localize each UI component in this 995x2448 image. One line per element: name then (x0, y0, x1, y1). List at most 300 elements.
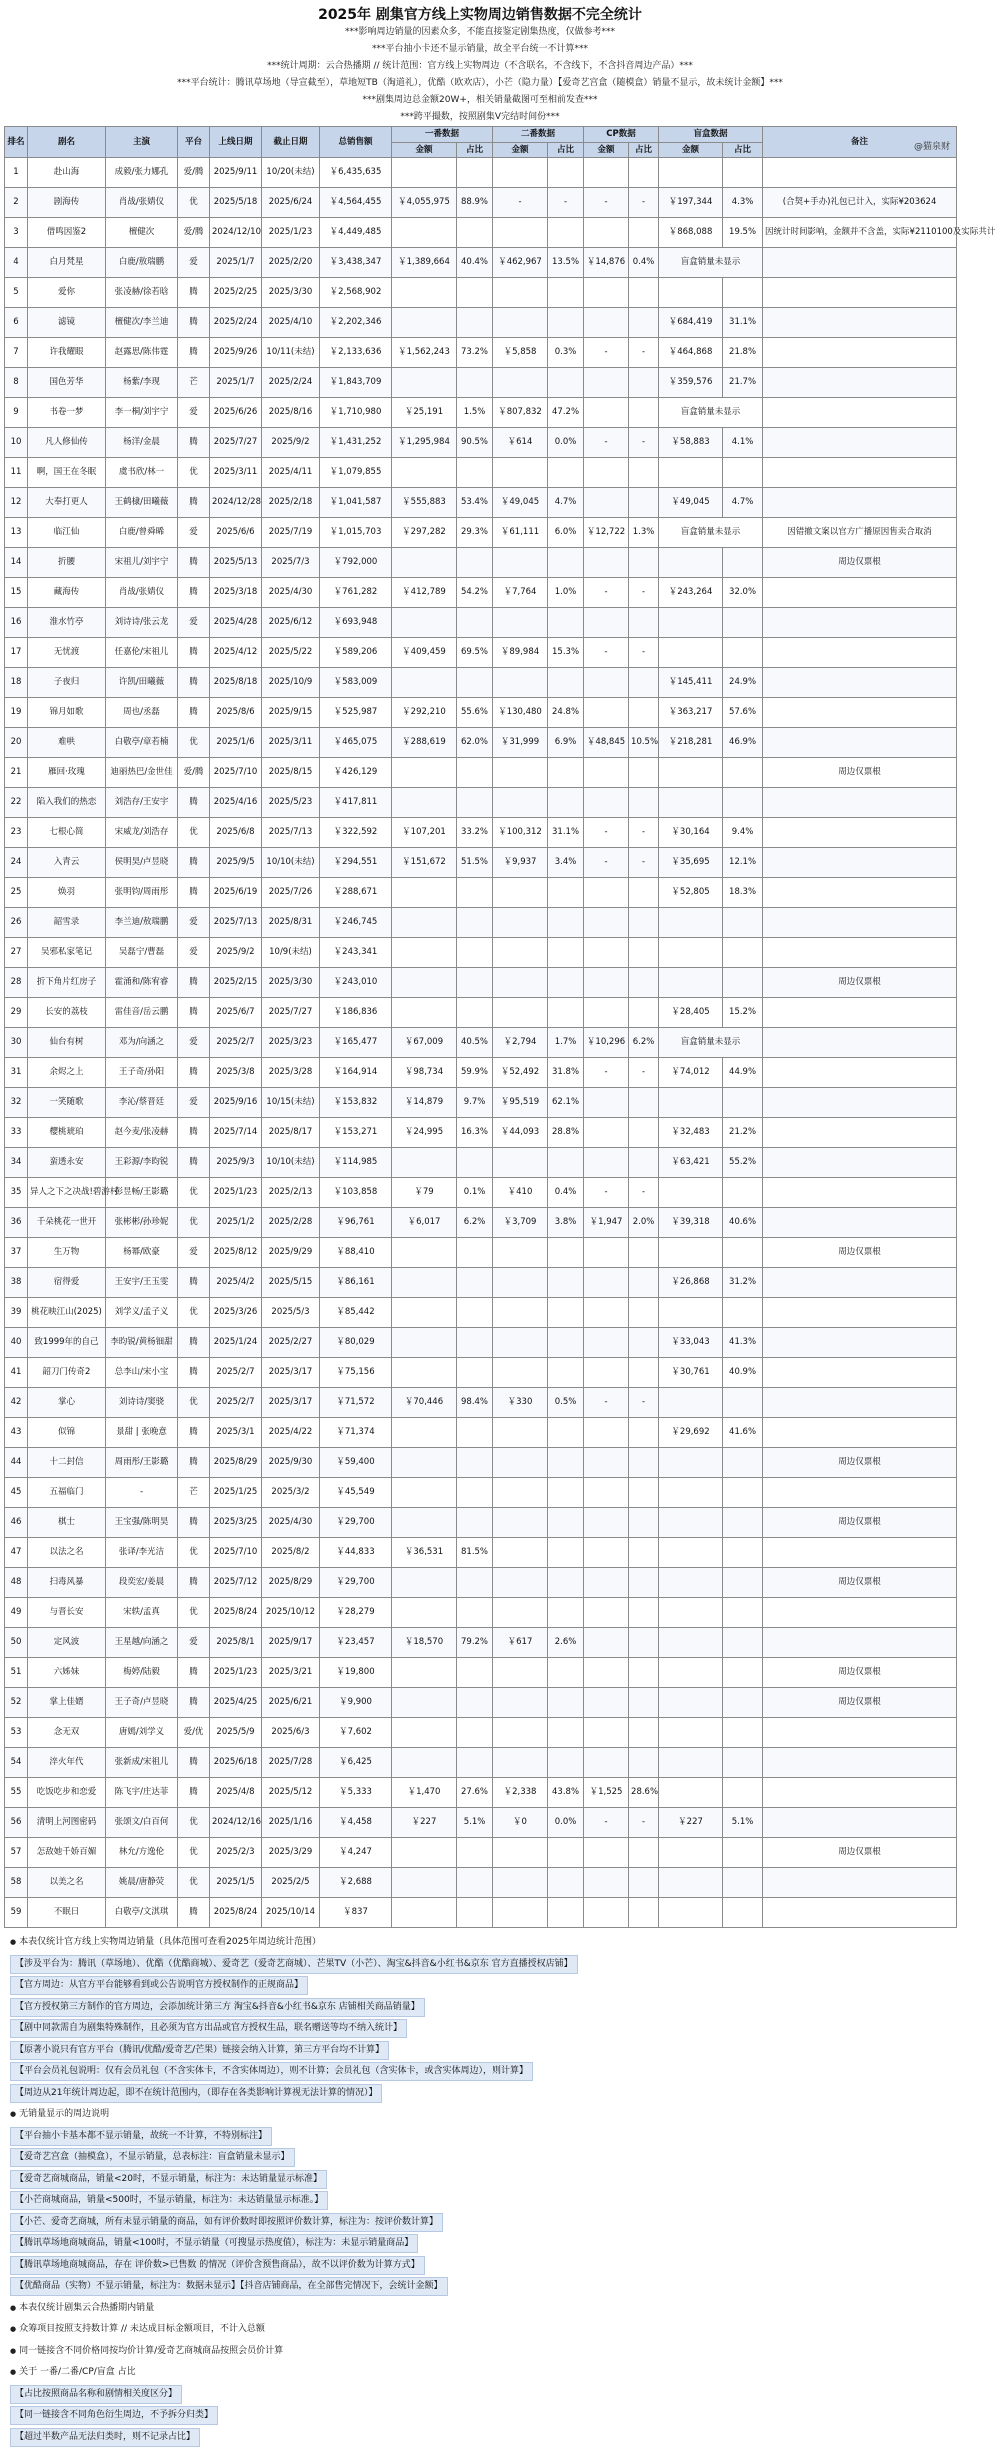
table-cell: 杨紫/李现 (106, 368, 178, 398)
table-cell: 宋轶/孟真 (106, 1598, 178, 1628)
table-cell: 剧海传 (28, 188, 106, 218)
table-cell (493, 968, 548, 998)
table-cell: 檀健次/李兰迪 (106, 308, 178, 338)
table-cell (457, 1748, 493, 1778)
table-cell (493, 308, 548, 338)
table-cell (763, 818, 957, 848)
table-cell (659, 1538, 723, 1568)
note-detail: 【同一链接含不同角色衍生周边，不予拆分归类】 (10, 2406, 218, 2425)
table-cell: 雁回·玫瑰 (28, 758, 106, 788)
table-cell (392, 1898, 457, 1928)
table-cell: 2025/4/12 (210, 638, 262, 668)
table-cell (392, 608, 457, 638)
table-cell: 17 (5, 638, 28, 668)
table-cell (493, 1598, 548, 1628)
table-cell: 淬火年代 (28, 1748, 106, 1778)
table-cell: ￥74,012 (659, 1058, 723, 1088)
table-cell: 10/15(未结) (262, 1088, 320, 1118)
table-cell: - (106, 1478, 178, 1508)
table-cell: 周边仅票根 (763, 1448, 957, 1478)
table-cell (493, 1358, 548, 1388)
table-row (5, 938, 957, 968)
table-cell (548, 1448, 584, 1478)
table-cell (457, 878, 493, 908)
table-cell (548, 1298, 584, 1328)
table-cell: 16 (5, 608, 28, 638)
table-cell: 2025/4/25 (210, 1688, 262, 1718)
report-title: 2025年 剧集官方线上实物周边销售数据不完全统计 (4, 0, 956, 24)
table-cell (629, 1478, 659, 1508)
table-cell: 2025/2/24 (262, 368, 320, 398)
table-cell (493, 1658, 548, 1688)
table-cell: 50 (5, 1628, 28, 1658)
table-cell (493, 1508, 548, 1538)
table-cell: 16.3% (457, 1118, 493, 1148)
table-cell: 藏海传 (28, 578, 106, 608)
table-cell (548, 1238, 584, 1268)
table-cell: 爱 (178, 908, 210, 938)
table-cell (659, 1718, 723, 1748)
table-cell: 似锦 (28, 1418, 106, 1448)
table-cell (548, 1688, 584, 1718)
table-cell: - (584, 1808, 629, 1838)
table-cell: 39 (5, 1298, 28, 1328)
table-cell (763, 158, 957, 188)
table-row (5, 1418, 957, 1448)
table-cell: 2025/3/1 (210, 1418, 262, 1448)
table-cell: ￥1,470 (392, 1778, 457, 1808)
table-cell: ￥837 (320, 1898, 392, 1928)
note-line (4, 2298, 956, 2320)
table-cell (493, 1328, 548, 1358)
table-cell (548, 668, 584, 698)
table-cell: 40.4% (457, 248, 493, 278)
table-cell (392, 458, 457, 488)
table-row (5, 1868, 957, 1898)
table-cell: - (584, 428, 629, 458)
table-cell (659, 1748, 723, 1778)
table-cell: 刘诗诗/窦骁 (106, 1388, 178, 1418)
table-cell: ￥44,093 (493, 1118, 548, 1148)
table-cell: 景甜 | 张晚意 (106, 1418, 178, 1448)
table-cell (457, 158, 493, 188)
table-cell: ￥1,015,703 (320, 518, 392, 548)
column-header: 剧名 (28, 127, 106, 158)
table-cell (392, 1658, 457, 1688)
table-cell (457, 1658, 493, 1688)
table-cell (392, 998, 457, 1028)
table-cell (392, 1868, 457, 1898)
table-cell (629, 1838, 659, 1868)
table-cell (723, 1748, 763, 1778)
table-cell (629, 1898, 659, 1928)
table-cell (723, 548, 763, 578)
sub-column-header: 金额 (493, 143, 548, 158)
table-cell: 2025/2/25 (210, 278, 262, 308)
table-cell (584, 218, 629, 248)
table-cell: 2025/6/3 (262, 1718, 320, 1748)
table-cell: 2025/1/6 (210, 728, 262, 758)
table-cell (763, 398, 957, 428)
table-cell: 1.0% (548, 578, 584, 608)
table-cell: 彭昱畅/王影璐 (106, 1178, 178, 1208)
table-cell: 20 (5, 728, 28, 758)
table-cell: 53.4% (457, 488, 493, 518)
table-cell: 2025/10/14 (262, 1898, 320, 1928)
table-cell: 致1999年的自己 (28, 1328, 106, 1358)
table-cell: ￥1,947 (584, 1208, 629, 1238)
table-cell (457, 1328, 493, 1358)
table-row (5, 788, 957, 818)
table-row (5, 488, 957, 518)
column-header: 截止日期 (262, 127, 320, 158)
table-cell (493, 1478, 548, 1508)
table-row (5, 188, 957, 218)
table-cell: 2025/4/30 (262, 578, 320, 608)
table-cell (659, 1628, 723, 1658)
table-cell: 24.8% (548, 698, 584, 728)
header-note-line: ***跨平撮数，按照剧集V完结时间份*** (4, 109, 956, 126)
table-cell: 2025/5/3 (262, 1298, 320, 1328)
table-cell (629, 1688, 659, 1718)
table-cell: 45 (5, 1478, 28, 1508)
table-cell: 总李山/宋小宝 (106, 1358, 178, 1388)
column-header: 总销售额 (320, 127, 392, 158)
note-line (4, 2384, 956, 2406)
table-cell: 任嘉伦/宋祖儿 (106, 638, 178, 668)
note-line (4, 2018, 956, 2040)
table-cell (763, 1118, 957, 1148)
table-cell (457, 1598, 493, 1628)
table-cell: 25 (5, 878, 28, 908)
table-cell (548, 1898, 584, 1928)
table-cell (629, 968, 659, 998)
table-cell (584, 1238, 629, 1268)
table-cell: 啊，国王在冬眠 (28, 458, 106, 488)
table-cell: 2025/9/11 (210, 158, 262, 188)
table-cell (584, 908, 629, 938)
table-cell (629, 668, 659, 698)
table-cell: 54 (5, 1748, 28, 1778)
table-cell (457, 1298, 493, 1328)
table-cell: 掌心 (28, 1388, 106, 1418)
table-cell (584, 1748, 629, 1778)
table-cell: ￥103,858 (320, 1178, 392, 1208)
table-row (5, 1358, 957, 1388)
table-cell (493, 218, 548, 248)
table-cell: ￥35,695 (659, 848, 723, 878)
table-cell: 56 (5, 1808, 28, 1838)
table-cell (723, 1898, 763, 1928)
table-cell: 王星越/向涵之 (106, 1628, 178, 1658)
table-cell (629, 1568, 659, 1598)
table-cell (584, 1148, 629, 1178)
table-cell: 张明钧/周雨彤 (106, 878, 178, 908)
table-cell (548, 788, 584, 818)
table-cell (457, 218, 493, 248)
table-cell: ￥95,519 (493, 1088, 548, 1118)
table-cell: 27.6% (457, 1778, 493, 1808)
table-cell: 杨洋/金晨 (106, 428, 178, 458)
sub-column-header: 金额 (584, 143, 629, 158)
table-cell: 2025/6/19 (210, 878, 262, 908)
table-cell: 桃花映江山(2025) (28, 1298, 106, 1328)
table-cell (723, 638, 763, 668)
table-cell (723, 1658, 763, 1688)
table-cell: 28.6% (629, 1778, 659, 1808)
table-cell: ￥1,295,984 (392, 428, 457, 458)
table-cell: 2025/5/23 (262, 788, 320, 818)
table-cell (457, 1148, 493, 1178)
table-cell (659, 608, 723, 638)
table-cell (457, 968, 493, 998)
table-cell: 28.8% (548, 1118, 584, 1148)
table-cell (659, 1658, 723, 1688)
note-line (4, 2104, 956, 2126)
table-cell (763, 1178, 957, 1208)
table-cell: 李昀锐/黄杨钿甜 (106, 1328, 178, 1358)
table-cell: 10/11(未结) (262, 338, 320, 368)
table-cell (659, 1688, 723, 1718)
table-cell (659, 788, 723, 818)
table-cell: 88.9% (457, 188, 493, 218)
table-cell: 31.8% (548, 1058, 584, 1088)
table-cell: 宿得爱 (28, 1268, 106, 1298)
table-row (5, 908, 957, 938)
table-cell: ￥0 (493, 1808, 548, 1838)
table-cell: 2025/2/7 (210, 1388, 262, 1418)
table-row (5, 578, 957, 608)
table-cell: ￥359,576 (659, 368, 723, 398)
table-cell (584, 1478, 629, 1508)
table-cell (723, 1868, 763, 1898)
table-cell: 王子奇/卢昱晓 (106, 1688, 178, 1718)
table-cell: 腾 (178, 1358, 210, 1388)
note-line (4, 2147, 956, 2169)
table-row (5, 878, 957, 908)
table-cell: 2025/1/7 (210, 368, 262, 398)
table-cell (763, 908, 957, 938)
table-cell: 张新成/宋祖儿 (106, 1748, 178, 1778)
table-cell: 优 (178, 1808, 210, 1838)
note-line (4, 2040, 956, 2062)
table-cell: 3 (5, 218, 28, 248)
table-cell (723, 1778, 763, 1808)
table-cell (723, 1238, 763, 1268)
table-cell: 59.9% (457, 1058, 493, 1088)
sub-column-header: 占比 (723, 143, 763, 158)
table-cell: 49 (5, 1598, 28, 1628)
table-cell (723, 158, 763, 188)
table-cell (493, 1538, 548, 1568)
note-detail: 【涉及平台为：腾讯（草场地）、优酷（优酷商城）、爱奇艺（爱奇艺商城）、芒果TV（小芒）、淘宝&抖音&小红书&京东 官方直播授权店铺】 (10, 1955, 578, 1974)
table-cell (763, 638, 957, 668)
table-row (5, 1118, 957, 1148)
table-cell (629, 1628, 659, 1658)
table-cell: 44 (5, 1448, 28, 1478)
table-cell: ￥107,201 (392, 818, 457, 848)
table-cell (723, 278, 763, 308)
table-row (5, 158, 957, 188)
table-cell (584, 788, 629, 818)
table-cell: ￥70,446 (392, 1388, 457, 1418)
table-cell: 2025/1/23 (210, 1178, 262, 1208)
table-cell: 2025/7/10 (210, 1538, 262, 1568)
table-cell: ￥151,672 (392, 848, 457, 878)
table-cell: 难哄 (28, 728, 106, 758)
note-line (4, 2126, 956, 2148)
blindbox-cell: 盲盒销量未显示 (659, 248, 763, 278)
note-detail: 【平台抽小卡基本都不显示销量，故统一不计算，不特别标注】 (10, 2127, 272, 2146)
table-cell: ￥30,761 (659, 1358, 723, 1388)
table-cell: 2025/8/2 (262, 1538, 320, 1568)
table-cell: 2025/4/22 (262, 1418, 320, 1448)
table-cell (763, 788, 957, 818)
table-header-row (5, 127, 957, 143)
table-cell: 79.2% (457, 1628, 493, 1658)
table-cell: ￥417,811 (320, 788, 392, 818)
table-cell: 腾 (178, 638, 210, 668)
note-detail: 【腾讯草场地商城商品，存在 评价数>已售数 的情况（评价含预售商品），故不以评价数为计算方式】 (10, 2256, 425, 2275)
table-cell: 白鹿/敖瑞鹏 (106, 248, 178, 278)
table-cell: ￥186,836 (320, 998, 392, 1028)
table-cell: 因错撤文案以官方广播原因售卖合取消 (763, 518, 957, 548)
table-cell (629, 278, 659, 308)
page (4, 0, 956, 2448)
table-cell: 10 (5, 428, 28, 458)
table-cell (629, 758, 659, 788)
table-cell: 王子奇/孙阳 (106, 1058, 178, 1088)
table-row (5, 1748, 957, 1778)
table-cell: 2025/7/26 (262, 878, 320, 908)
table-cell: ￥409,459 (392, 638, 457, 668)
table-cell (629, 308, 659, 338)
table-cell: ￥197,344 (659, 188, 723, 218)
table-cell: 7 (5, 338, 28, 368)
table-cell (723, 1568, 763, 1598)
table-cell (548, 1268, 584, 1298)
table-cell (548, 1538, 584, 1568)
table-cell: 73.2% (457, 338, 493, 368)
table-cell (763, 1268, 957, 1298)
table-cell: 2.0% (629, 1208, 659, 1238)
table-cell (457, 788, 493, 818)
note-detail: 【优酷商品（实物）不显示销量，标注为：数据未显示】【抖音店铺商品，在全部售完情况下，会统计金额】 (10, 2277, 448, 2296)
table-cell: 2025/1/24 (210, 1328, 262, 1358)
table-cell: ￥288,619 (392, 728, 457, 758)
table-cell (659, 1898, 723, 1928)
table-cell: 2025/3/18 (210, 578, 262, 608)
table-cell (493, 1718, 548, 1748)
table-cell (763, 458, 957, 488)
table-cell (493, 758, 548, 788)
table-cell: ￥28,405 (659, 998, 723, 1028)
table-cell: 扫毒风暴 (28, 1568, 106, 1598)
header-notes (4, 24, 956, 126)
table-cell (457, 1358, 493, 1388)
table-cell (548, 158, 584, 188)
table-cell: 优 (178, 1598, 210, 1628)
note-line (4, 2405, 956, 2427)
table-cell: 爱 (178, 608, 210, 638)
table-cell: 57 (5, 1838, 28, 1868)
table-cell: 清明上河图密码 (28, 1808, 106, 1838)
note-detail: 【小芒、爱奇艺商城，所有未显示销量的商品，如有评价数时即按照评价数计算，标注为：按评价数计算】 (10, 2213, 443, 2232)
table-cell: 2025/3/30 (262, 278, 320, 308)
note-detail: 【官方周边：从官方平台能够看到或公告说明官方授权制作的正规商品】 (10, 1976, 308, 1995)
table-row (5, 668, 957, 698)
table-cell: 21.8% (723, 338, 763, 368)
table-cell (723, 1178, 763, 1208)
table-cell: ￥19,800 (320, 1658, 392, 1688)
table-cell (493, 998, 548, 1028)
column-header: 一番数据 (392, 127, 493, 143)
table-cell: ￥363,217 (659, 698, 723, 728)
table-cell: 异人之下之决战!碧游村 (28, 1178, 106, 1208)
column-header: 上线日期 (210, 127, 262, 158)
table-cell: 2025/6/8 (210, 818, 262, 848)
table-cell (584, 458, 629, 488)
table-cell: 8 (5, 368, 28, 398)
table-cell: 58 (5, 1868, 28, 1898)
table-cell (763, 1808, 957, 1838)
table-cell (659, 278, 723, 308)
table-cell (584, 1508, 629, 1538)
table-cell: 周边仅票根 (763, 1508, 957, 1538)
table-cell (493, 908, 548, 938)
table-cell: ￥6,425 (320, 1748, 392, 1778)
table-cell (629, 1748, 659, 1778)
table-cell (763, 1088, 957, 1118)
table-cell (392, 668, 457, 698)
table-cell: 2025/2/7 (210, 1028, 262, 1058)
table-cell (548, 1508, 584, 1538)
table-cell (763, 1628, 957, 1658)
table-row (5, 1028, 957, 1058)
table-cell: 锦月如歌 (28, 698, 106, 728)
sub-column-header: 金额 (659, 143, 723, 158)
table-row (5, 638, 957, 668)
table-cell (493, 668, 548, 698)
note-line (4, 2276, 956, 2298)
table-cell: 29.3% (457, 518, 493, 548)
table-cell: ￥18,570 (392, 1628, 457, 1658)
table-cell: 1.3% (629, 518, 659, 548)
table-row (5, 1538, 957, 1568)
table-cell: 赵今麦/张凌赫 (106, 1118, 178, 1148)
table-cell: 入青云 (28, 848, 106, 878)
table-cell (723, 758, 763, 788)
table-cell: 2025/6/12 (262, 608, 320, 638)
table-row (5, 1808, 957, 1838)
table-cell (629, 1658, 659, 1688)
note-line (4, 2341, 956, 2363)
table-cell: 2025/2/18 (262, 488, 320, 518)
table-cell: ￥86,161 (320, 1268, 392, 1298)
table-cell: 31.1% (723, 308, 763, 338)
table-cell (659, 1478, 723, 1508)
table-cell (584, 1568, 629, 1598)
table-cell (392, 1478, 457, 1508)
table-cell: 46 (5, 1508, 28, 1538)
table-cell: 12.1% (723, 848, 763, 878)
table-cell: 47 (5, 1538, 28, 1568)
table-cell: 40.6% (723, 1208, 763, 1238)
table-cell (584, 1358, 629, 1388)
table-cell: 白鹿/曾舜晞 (106, 518, 178, 548)
table-cell: 千朵桃花一世开 (28, 1208, 106, 1238)
table-cell: ￥5,333 (320, 1778, 392, 1808)
